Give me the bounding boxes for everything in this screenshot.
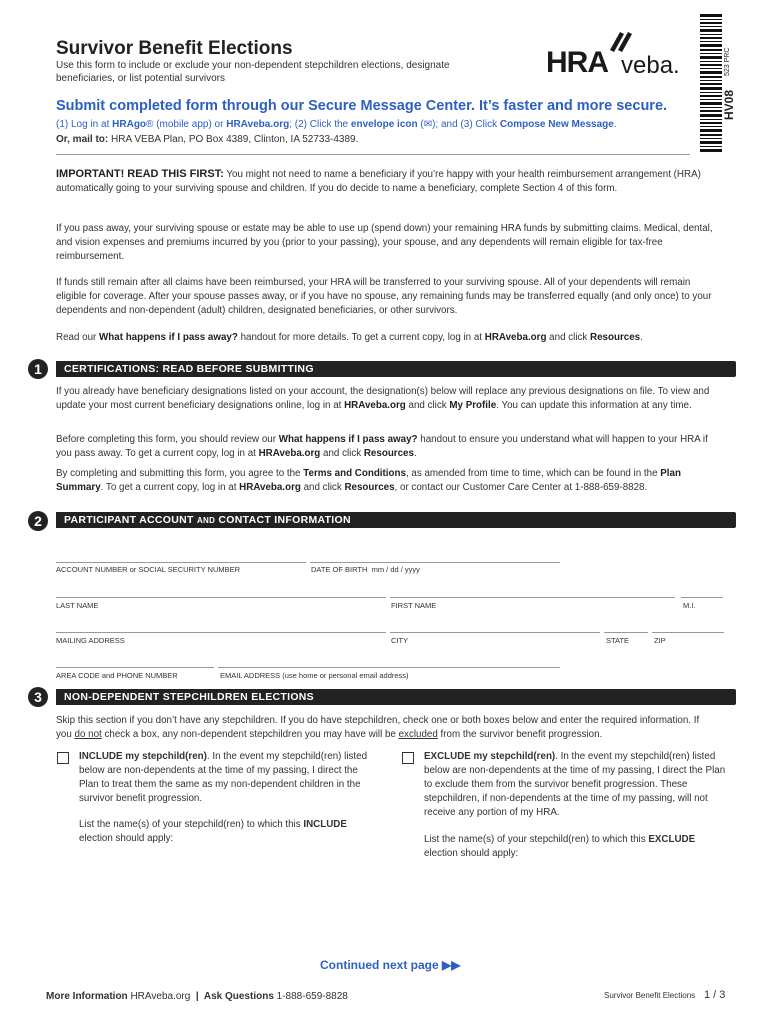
footer-more-label: More Information [46,991,128,1002]
continued-next-page: Continued next page ▶▶ [320,958,461,972]
account-number-label: ACCOUNT NUMBER or SOCIAL SECURITY NUMBER [56,565,241,574]
include-list-a: List the name(s) of your stepchild(ren) to which this [79,819,304,830]
s1-p2-b: handout to ensure you understand what will happen to your HRA if you pass away. To get a current copy, log in at [56,434,708,459]
compose-message-label: Compose New Message [499,119,614,130]
important-label: IMPORTANT! READ THIS FIRST: [56,168,224,180]
s3-intro-donot: do not [74,729,102,740]
read-mid: handout for more details. To get a current copy, log in at [237,332,485,343]
s1-p3-terms: Terms and Conditions [303,468,406,479]
s1-p3-resources: Resources [344,482,395,493]
dob-hint: mm / dd / yyyy [371,565,420,574]
mail-address [56,134,358,145]
barcode-icon [700,14,722,154]
s2-title-b: CONTACT INFORMATION [215,514,351,526]
include-label: INCLUDE my stepchild(ren) [79,751,207,762]
pass-away-paragraph: If you pass away, your surviving spouse or estate may be able to use up (spend down) your remaining HRA funds by submitting claims. Medical, dental, and vision expenses and premiums incurred by you (prior to your passing), your spouse, and any dependents will remain eligible for tax-free reimbursement. [56,223,713,262]
important-paragraph [56,167,716,196]
mailing-address-label: MAILING ADDRESS [56,636,125,645]
first-name-label: FIRST NAME [391,601,437,610]
submit-heading: Submit completed form through our Secure Message Center. It’s faster and more secure. [56,98,668,114]
s1-p3-e: , or contact our Customer Care Center at 1-888-659-8828. [394,482,648,493]
read-prefix: Read our [56,332,100,343]
section-1-p1 [56,385,716,413]
s1-p2-site[interactable]: HRAveba.org [258,448,321,459]
section-2-title [56,512,736,528]
hraveba-link[interactable]: HRAveba.org [226,119,290,130]
include-list-prompt [79,818,369,846]
state-label: STATE [606,636,630,645]
s1-p3-a: By completing and submitting this form, you agree to the [56,468,304,479]
date-of-birth-label [311,565,420,574]
step3-end: . [613,119,617,130]
s1-p1-site[interactable]: HRAveba.org [344,400,406,411]
footer-ask-label: Ask Questions [203,991,274,1002]
account-number-field[interactable] [56,562,306,563]
s1-p2-d: . [413,448,417,459]
s2-title-a: PARTICIPANT ACCOUNT [64,514,197,526]
exclude-stepchildren-text [424,750,729,820]
exclude-list-prompt [424,833,729,861]
section-1-title: CERTIFICATIONS: READ BEFORE SUBMITTING [56,361,736,377]
hraveba-logo [546,32,686,82]
read-handout-paragraph [56,331,716,345]
footer-phone: 1-888-659-8828 [273,991,348,1002]
section-2-number: 2 [28,511,48,531]
s1-p2-c: and click [320,448,364,459]
form-code-rev: 523 PRC [724,47,731,76]
s3-intro-b: check a box, any non-dependent stepchildren you may have will be [101,729,399,740]
section-1-p3 [56,467,716,495]
s2-title-and: AND [196,516,216,525]
middle-initial-field[interactable] [681,597,723,598]
hrago-link[interactable]: HRAgo [112,119,147,130]
section-3-intro [56,714,716,742]
zip-label: ZIP [654,636,666,645]
submit-steps [56,119,617,130]
s1-p2-handout: What happens if I pass away? [278,434,418,445]
exclude-label: EXCLUDE my stepchild(ren) [424,751,556,762]
s1-p3-c: . To get a current copy, log in at [100,482,240,493]
include-stepchildren-text [79,750,369,806]
mailing-address-field[interactable] [56,632,386,633]
include-stepchildren-checkbox[interactable] [57,752,69,764]
step1-rest: ; (2) Click the [289,119,351,130]
last-name-label: LAST NAME [56,601,99,610]
include-list-b: INCLUDE [303,819,347,830]
header-divider [56,154,690,155]
s1-p3-b: , as amended from time to time, which can be found in the [405,468,661,479]
footer-separator: | [190,991,204,1002]
email-field[interactable] [218,667,560,668]
exclude-list-b: EXCLUDE [648,834,696,845]
phone-label: AREA CODE and PHONE NUMBER [56,671,178,680]
section-1-p2 [56,433,716,461]
step1-mid: ® (mobile app) or [146,119,227,130]
read-and: and click [546,332,591,343]
page-number: 1 / 3 [704,989,726,1001]
zip-field[interactable] [652,632,724,633]
funds-remain-paragraph: If funds still remain after all claims have been reimbursed, your HRA will be transferred to your surviving spouse. All of your dependents will remain eligible for coverage. After your spouse passes away, or if you have no spouse, any remaining funds may be transferred equally (and only once) to your dependents and non-dependent (adult) children, designated beneficiaries, or other survivors. [56,277,712,316]
read-site[interactable]: HRAveba.org [484,332,547,343]
s1-p1-b: and click [405,400,450,411]
mail-address-text: HRA VEBA Plan, PO Box 4389, Clinton, IA 52733-4389. [108,134,359,145]
last-name-field[interactable] [56,597,386,598]
date-of-birth-field[interactable] [310,562,560,563]
step1-prefix: (1) Log in at [56,119,113,130]
phone-field[interactable] [56,667,214,668]
s1-p1-c: . You can update this information at any time. [496,400,692,411]
page-title: Survivor Benefit Elections [56,38,293,59]
exclude-stepchildren-checkbox[interactable] [402,752,414,764]
form-code [722,18,738,118]
city-label: CITY [391,636,409,645]
s3-intro-c: from the survivor benefit progression. [437,729,603,740]
s3-intro-excluded: excluded [398,729,438,740]
middle-initial-label: M.I. [683,601,696,610]
email-label: EMAIL ADDRESS (use home or personal email address) [220,671,409,680]
include-text: . In the event my stepchild(ren) listed below are non-dependents at the time of my passing, I direct the Plan to treat them the same as my non-dependent children in the survivor benefit progression. [79,751,368,804]
footer-site[interactable]: HRAveba.org [127,991,191,1002]
first-name-field[interactable] [390,597,675,598]
logo-veba-text: veba. [621,52,680,79]
s1-p3-site[interactable]: HRAveba.org [239,482,301,493]
exclude-list-c: election should apply: [424,848,519,859]
include-list-c: election should apply: [79,833,174,844]
exclude-list-a: List the name(s) of your stepchild(ren) to which this [424,834,649,845]
dob-label-text: DATE OF BIRTH [311,565,368,574]
section-3-title: NON-DEPENDENT STEPCHILDREN ELECTIONS [56,689,736,705]
logo-mark-icon [606,30,636,54]
important-text: You might not need to name a beneficiary if you’re happy with your health reimbursement arrangement (HRA) automatically going to your surviving spouse and children. If you do decide to name a beneficiary, complete Section 4 of this form. [56,169,701,194]
handout-title: What happens if I pass away? [99,332,238,343]
form-code-id: HV08 [722,89,736,120]
read-end: . [640,332,643,343]
s1-p1-a: If you already have beneficiary designations listed on your account, the designation(s) below will replace any previous designations on file. To view and update your most current beneficiary designations online, log in at [56,386,710,411]
section-3-number: 3 [28,687,48,707]
s3-intro-a: Skip this section if you don’t have any stepchildren. If you do have stepchildren, check one or both boxes below and enter the required information. If you [56,715,700,740]
logo-hra-text: HRA [546,46,608,79]
footer-form-name: Survivor Benefit Elections [604,991,696,1000]
envelope-icon-label: envelope icon [350,119,418,130]
step2-rest: (✉); and (3) Click [417,119,500,130]
s1-p3-summary: Plan Summary [56,468,681,493]
s1-p2-a: Before completing this form, you should review our [56,434,279,445]
s1-p2-resources: Resources [363,448,414,459]
state-field[interactable] [604,632,648,633]
page-subtitle: Use this form to include or exclude your non-dependent stepchildren elections, designate beneficiaries, or list potential survivors [56,60,450,84]
read-resources: Resources [590,332,641,343]
s1-p3-d: and click [300,482,345,493]
mail-label: Or, mail to: [56,134,109,145]
footer-contact [46,991,348,1002]
section-1-number: 1 [28,359,48,379]
exclude-text: . In the event my stepchild(ren) listed below are non-dependents at the time of my passing, I direct the Plan to exclude them from the survivor benefit progression. These stepchildren, if non-dependents at the time of my passing, will not receive any portion of my HRA. [424,751,726,818]
city-field[interactable] [390,632,600,633]
s1-p1-profile: My Profile [449,400,497,411]
